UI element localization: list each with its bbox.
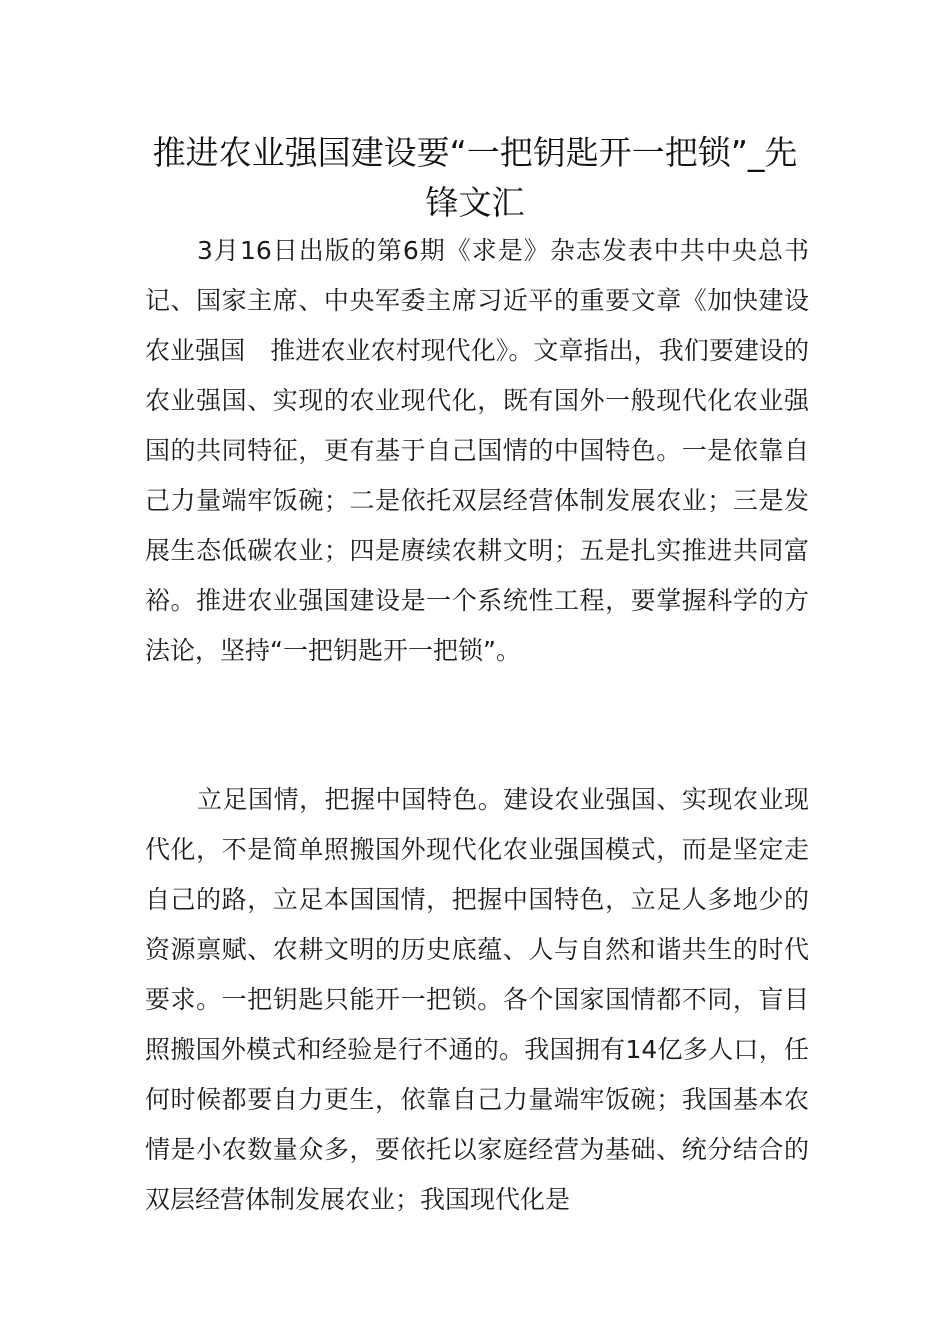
document-title: 推进农业强国建设要“一把钥匙开一把锁”_先锋文汇 (152, 133, 798, 222)
paragraph-national-conditions: 立足国情，把握中国特色。建设农业强国、实现农业现代化，不是简单照搬国外现代化农业强国模式，而是坚定走自己的路，立足本国国情，把握中国特色，立足人多地少的资源禀赋、农耕文明的历史底蕴、人与自然和谐共生的时代要求。一把钥匙只能开一把锁。各个国家国情都不同，盲目照搬国外模式和经验是行不通的。我国拥有14亿多人口，任何时候都要自力更生，依靠自己力量端牢饭碗；我国基本农情是小农数量众多，要依托以家庭经营为基础、统分结合的双层经营体制发展农业；我国现代化是 (145, 785, 809, 1214)
paragraph-intro: 3月16日出版的第6期《求是》杂志发表中共中央总书记、国家主席、中央军委主席习近平的重要文章《加快建设农业强国 推进农业农村现代化》。文章指出，我们要建设的农业强国、实现的农业现代化，既有国外一般现代化农业强国的共同特征，更有基于自己国情的中国特色。一是依靠自己力量端牢饭碗；二是依托双层经营体制发展农业；三是发展生态低碳农业；四是赓续农耕文明；五是扎实推进共同富裕。推进农业强国建设是一个系统性工程，要掌握科学的方法论，坚持“一把钥匙开一把锁”。 (145, 236, 809, 665)
